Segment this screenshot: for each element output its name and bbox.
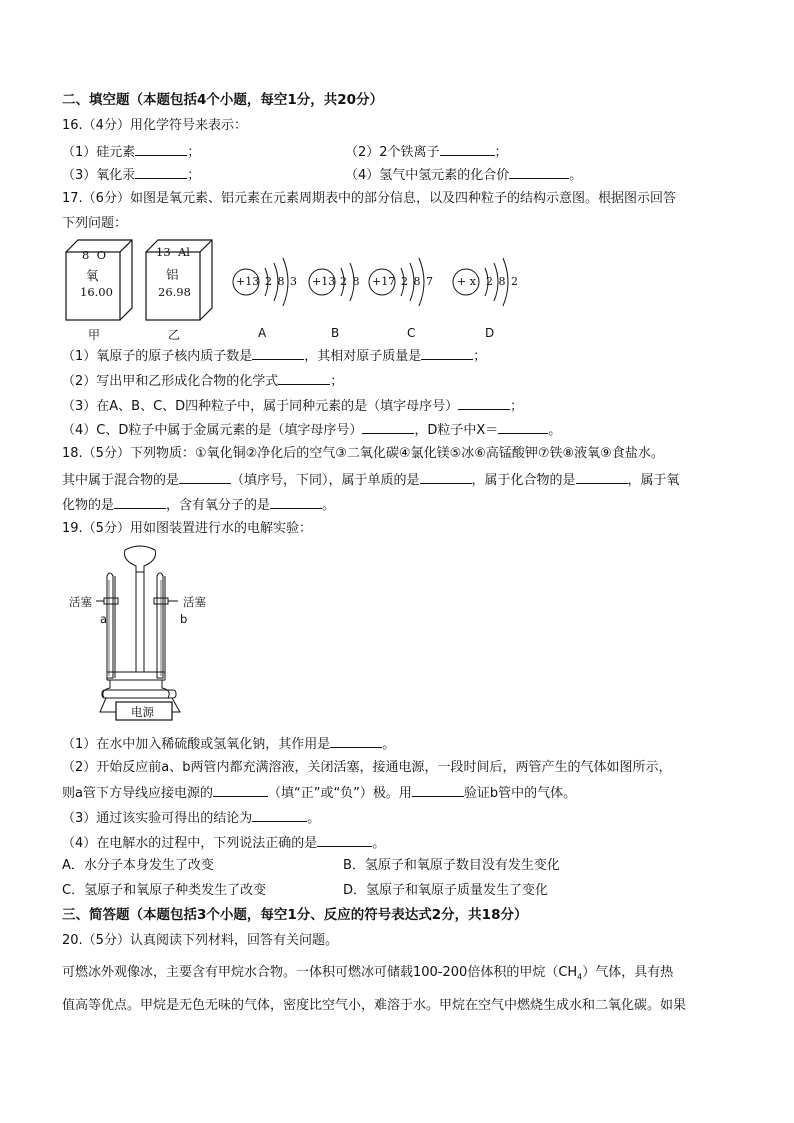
- q16-part3-end: ；: [187, 168, 201, 183]
- aluminum-atomic-number-symbol: 13 Al: [156, 245, 190, 259]
- q19-part4: （4）在电解水的过程中，下列说法正确的是 。: [62, 836, 386, 851]
- water-electrolysis-apparatus: [60, 540, 240, 725]
- answer-blank[interactable]: [135, 143, 187, 156]
- periodic-table-and-particle-figure: [60, 232, 530, 344]
- power-supply-label: 电源: [131, 705, 154, 719]
- q19-option-d[interactable]: D．氢原子和氧原子质量发生了变化: [343, 883, 549, 898]
- aluminum-name: 铝: [166, 267, 179, 282]
- oxygen-name: 氧: [86, 268, 99, 283]
- q19-option-b[interactable]: B．氢原子和氧原子数目没有发生变化: [343, 858, 560, 873]
- q19-option-a[interactable]: A．水分子本身发生了改变: [62, 858, 214, 873]
- q20-paragraph-line2: 值高等优点。甲烷是无色无味的气体，密度比空气小，难溶于水。甲烷在空气中燃烧生成水和二氧化碳。如果: [62, 998, 687, 1013]
- section-3-title: 三、简答题（本题包括3个小题，每空1分、反应的符号表达式2分，共18分）: [62, 907, 528, 923]
- right-valve-label: 活塞: [183, 595, 206, 609]
- answer-blank[interactable]: [509, 166, 569, 179]
- q16-part1-text: （1）硅元素: [62, 145, 136, 160]
- answer-blank[interactable]: [458, 397, 510, 410]
- aluminum-mass: 26.98: [158, 285, 191, 299]
- answer-blank[interactable]: [270, 496, 322, 509]
- tube-b-label: b: [180, 612, 188, 626]
- q16-part1: [62, 143, 200, 161]
- q16-part4-text: （4）氢气中氢元素的化合价: [345, 168, 510, 183]
- q17-part4: （4）C、D粒子中属于金属元素的是（填字母序号） ，D粒子中X＝ 。: [62, 423, 562, 438]
- answer-blank[interactable]: [412, 784, 464, 797]
- answer-blank[interactable]: [420, 471, 472, 484]
- answer-blank[interactable]: [440, 143, 495, 156]
- label-b: B: [331, 326, 340, 340]
- answer-blank[interactable]: [317, 834, 372, 847]
- q16-part2: [345, 143, 508, 161]
- q17-stem-line2: 下列问题：: [62, 216, 128, 231]
- q18-line1: 18.（5分）下列物质：①氧化铜②净化后的空气③二氧化碳④氯化镁⑤冰⑥高锰酸钾⑦铁⑧液氧⑨食盐水。: [62, 446, 664, 461]
- particle-a-nucleus: +13: [236, 275, 260, 288]
- answer-blank[interactable]: [213, 784, 268, 797]
- q19-option-c[interactable]: C．氢原子和氧原子种类发生了改变: [62, 883, 267, 898]
- q18-line3: 化物的是 ，含有氧分子的是 。: [62, 498, 336, 513]
- q20-paragraph-line1: 可燃冰外观像冰，主要含有甲烷水合物。一体积可燃冰可储载100-200倍体积的甲烷$(CH_4)$气体，具有热: [62, 965, 674, 982]
- q16-part2-text: （2）2个铁离子: [345, 145, 440, 160]
- answer-blank[interactable]: [421, 347, 473, 360]
- label-d: D: [485, 326, 495, 340]
- answer-blank[interactable]: [576, 471, 628, 484]
- left-valve-label: 活塞: [69, 595, 92, 609]
- q16-part4: [345, 166, 582, 184]
- particle-c-nucleus: +17: [372, 275, 396, 288]
- q19-part2-line1: （2）开始反应前a、b两管内都充满溶液，关闭活塞，接通电源，一段时间后，两管产生的气体如图所示，: [62, 760, 672, 775]
- answer-blank[interactable]: [278, 372, 330, 385]
- particle-b-nucleus: +13: [312, 275, 336, 288]
- answer-blank[interactable]: [498, 421, 548, 434]
- particle-c-shells: 2 8 7: [401, 275, 433, 288]
- q17-part1: （1）氧原子的原子核内质子数是 ，其相对原子质量是 ；: [62, 349, 487, 364]
- oxygen-atomic-number-symbol: 8 O: [82, 248, 107, 262]
- q16-stem: 16.（4分）用化学符号来表示：: [62, 118, 247, 133]
- label-jia: 甲: [88, 328, 101, 342]
- q16-part4-end: 。: [569, 168, 583, 183]
- q16-part1-end: ；: [187, 145, 201, 160]
- q20-stem: 20.（5分）认真阅读下列材料，回答有关问题。: [62, 933, 338, 948]
- particle-d-nucleus: + x: [457, 275, 476, 288]
- answer-blank[interactable]: [330, 735, 382, 748]
- q17-stem-line1: 17.（6分）如图是氧元素、铝元素在元素周期表中的部分信息，以及四种粒子的结构示意图。根据图示回答: [62, 191, 676, 206]
- answer-blank[interactable]: [252, 809, 307, 822]
- label-yi: 乙: [168, 328, 181, 342]
- particle-d-shells: 2 8 2: [486, 275, 518, 288]
- answer-blank[interactable]: [252, 347, 304, 360]
- q16-part3: [62, 166, 200, 184]
- answer-blank[interactable]: [135, 166, 187, 179]
- answer-blank[interactable]: [114, 496, 166, 509]
- label-c: C: [407, 326, 416, 340]
- q16-part3-text: （3）氧化汞: [62, 168, 136, 183]
- oxygen-mass: 16.00: [80, 285, 113, 299]
- particle-a-shells: 2 8 3: [265, 275, 297, 288]
- q16-part2-end: ；: [494, 145, 508, 160]
- q17-part3: （3）在A、B、C、D四种粒子中，属于同种元素的是（填字母序号） ；: [62, 399, 524, 414]
- q19-part2-line2: 则a管下方导线应接电源的 （填“正”或“负”）极。用 验证b管中的气体。: [62, 786, 577, 801]
- q19-part3: （3）通过该实验可得出的结论为 。: [62, 811, 321, 826]
- tube-a-label: a: [100, 612, 108, 626]
- label-a: A: [258, 326, 267, 340]
- q19-part1: （1）在水中加入稀硫酸或氢氧化钠，其作用是 。: [62, 737, 396, 752]
- section-2-title: 二、填空题（本题包括4个小题，每空1分，共20分）: [62, 92, 384, 108]
- q19-stem: 19.（5分）用如图装置进行水的电解实验：: [62, 521, 312, 536]
- q17-part2: （2）写出甲和乙形成化合物的化学式 ；: [62, 374, 344, 389]
- q18-line2: 其中属于混合物的是 （填序号，下同），属于单质的是 ，属于化合物的是 ，属于氧: [62, 473, 680, 488]
- answer-blank[interactable]: [362, 421, 414, 434]
- particle-b-shells: 2 8: [340, 275, 360, 288]
- answer-blank[interactable]: [179, 471, 231, 484]
